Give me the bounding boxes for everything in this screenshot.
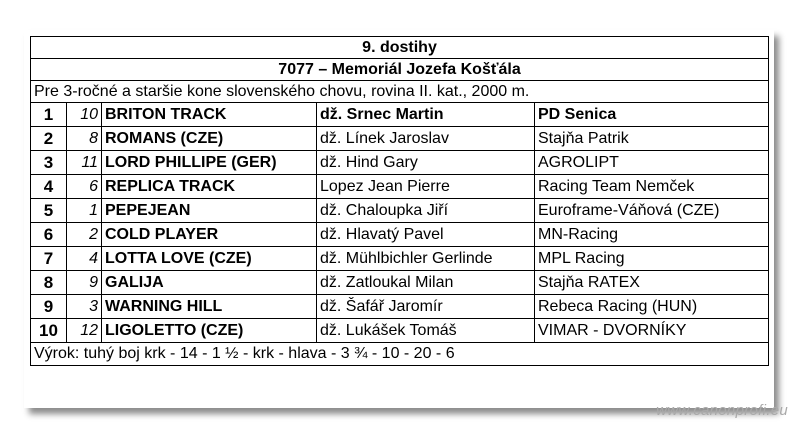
start-number: 9 <box>67 271 102 295</box>
owner-name: AGROLIPT <box>535 151 769 175</box>
horse-name: LIGOLETTO (CZE) <box>102 319 317 343</box>
race-conditions-row <box>31 81 769 103</box>
race-number-row <box>31 37 769 59</box>
place: 3 <box>31 151 67 175</box>
start-number: 4 <box>67 247 102 271</box>
race-title-row <box>31 59 769 81</box>
horse-name: BRITON TRACK <box>102 103 317 127</box>
place: 10 <box>31 319 67 343</box>
race-conditions: Pre 3-ročné a staršie kone slovenského chovu, rovina II. kat., 2000 m. <box>31 81 769 103</box>
table-row <box>31 199 769 223</box>
jockey-name: dž. Chaloupka Jiří <box>317 199 535 223</box>
owner-name: MPL Racing <box>535 247 769 271</box>
race-number: 9. dostihy <box>31 37 769 59</box>
race-title: 7077 – Memoriál Jozefa Košťála <box>31 59 769 81</box>
jockey-name: dž. Hind Gary <box>317 151 535 175</box>
start-number: 11 <box>67 151 102 175</box>
place: 1 <box>31 103 67 127</box>
horse-name: LORD PHILLIPE (GER) <box>102 151 317 175</box>
verdict-row <box>31 343 769 366</box>
place: 2 <box>31 127 67 151</box>
owner-name: MN-Racing <box>535 223 769 247</box>
table-row <box>31 127 769 151</box>
table-row <box>31 223 769 247</box>
horse-name: COLD PLAYER <box>102 223 317 247</box>
table-row <box>31 271 769 295</box>
results-card <box>24 30 774 408</box>
jockey-name: dž. Lukášek Tomáš <box>317 319 535 343</box>
owner-name: Stajňa RATEX <box>535 271 769 295</box>
jockey-name: dž. Línek Jaroslav <box>317 127 535 151</box>
horse-name: WARNING HILL <box>102 295 317 319</box>
jockey-name: Lopez Jean Pierre <box>317 175 535 199</box>
watermark: www.canonprofi.eu <box>656 402 788 419</box>
table-row <box>31 175 769 199</box>
place: 8 <box>31 271 67 295</box>
table-row <box>31 151 769 175</box>
table-row <box>31 247 769 271</box>
place: 5 <box>31 199 67 223</box>
table-row <box>31 103 769 127</box>
horse-name: REPLICA TRACK <box>102 175 317 199</box>
owner-name: Stajňa Patrik <box>535 127 769 151</box>
start-number: 8 <box>67 127 102 151</box>
start-number: 1 <box>67 199 102 223</box>
place: 9 <box>31 295 67 319</box>
start-number: 12 <box>67 319 102 343</box>
place: 6 <box>31 223 67 247</box>
owner-name: Rebeca Racing (HUN) <box>535 295 769 319</box>
race-results-table <box>30 36 769 366</box>
horse-name: ROMANS (CZE) <box>102 127 317 151</box>
horse-name: LOTTA LOVE (CZE) <box>102 247 317 271</box>
table-row <box>31 295 769 319</box>
horse-name: GALIJA <box>102 271 317 295</box>
owner-name: Euroframe-Váňová (CZE) <box>535 199 769 223</box>
jockey-name: dž. Srnec Martin <box>317 103 535 127</box>
start-number: 10 <box>67 103 102 127</box>
owner-name: PD Senica <box>535 103 769 127</box>
owner-name: VIMAR - DVORNÍKY <box>535 319 769 343</box>
start-number: 6 <box>67 175 102 199</box>
owner-name: Racing Team Nemček <box>535 175 769 199</box>
horse-name: PEPEJEAN <box>102 199 317 223</box>
place: 4 <box>31 175 67 199</box>
jockey-name: dž. Zatloukal Milan <box>317 271 535 295</box>
jockey-name: dž. Mühlbichler Gerlinde <box>317 247 535 271</box>
table-row <box>31 319 769 343</box>
start-number: 2 <box>67 223 102 247</box>
start-number: 3 <box>67 295 102 319</box>
jockey-name: dž. Šafář Jaromír <box>317 295 535 319</box>
jockey-name: dž. Hlavatý Pavel <box>317 223 535 247</box>
place: 7 <box>31 247 67 271</box>
verdict-text: Výrok: tuhý boj krk - 14 - 1 ½ - krk - hlava - 3 ¾ - 10 - 20 - 6 <box>31 343 769 366</box>
